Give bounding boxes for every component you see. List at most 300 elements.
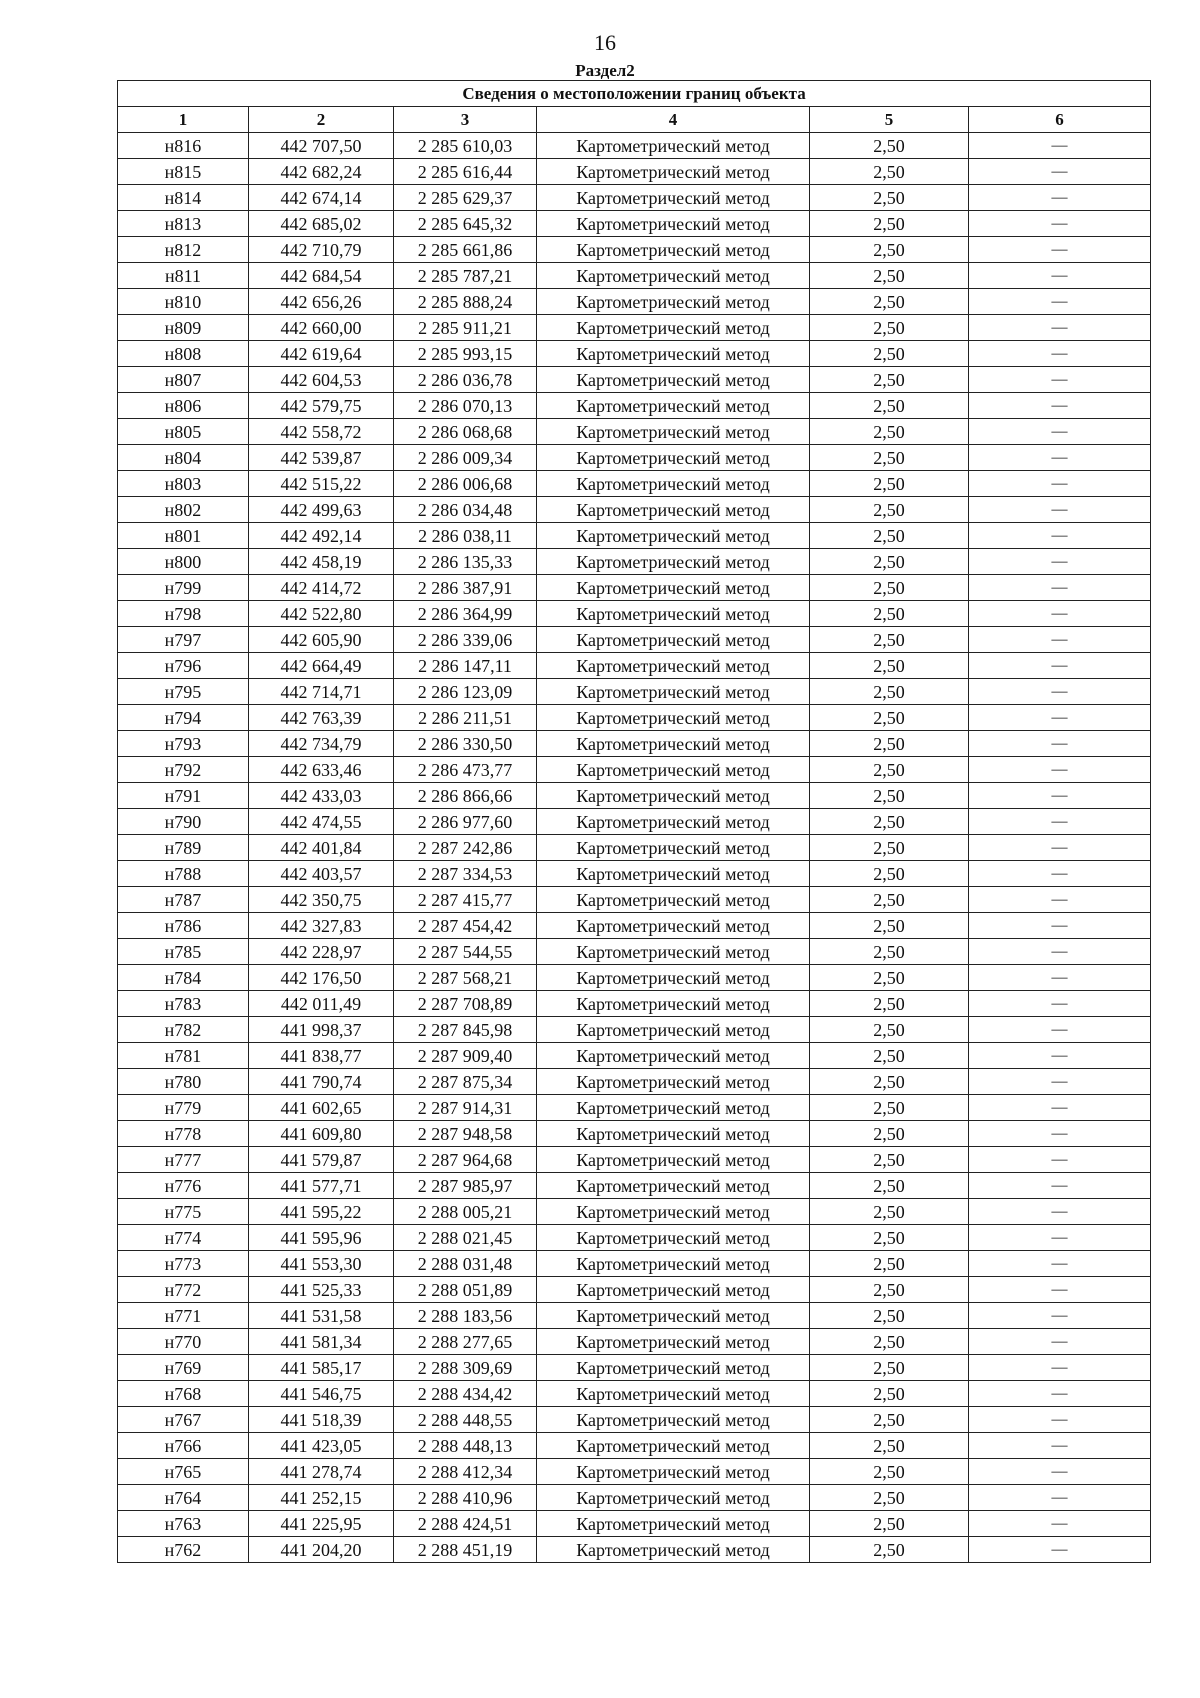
table-row [118,1537,1151,1563]
note-cell: — [969,237,1151,263]
note-cell: — [969,1407,1151,1433]
note-cell: — [969,1381,1151,1407]
table-row [118,263,1151,289]
y-coordinate-cell: 2 288 410,96 [394,1485,537,1511]
y-coordinate-cell: 2 286 473,77 [394,757,537,783]
accuracy-cell: 2,50 [810,289,969,315]
table-row [118,887,1151,913]
x-coordinate-cell: 442 660,00 [249,315,394,341]
point-id-cell: н789 [118,835,249,861]
x-coordinate-cell: 442 011,49 [249,991,394,1017]
point-id-cell: н800 [118,549,249,575]
accuracy-cell: 2,50 [810,497,969,523]
table-row [118,315,1151,341]
method-cell: Картометрический метод [537,419,810,445]
method-cell: Картометрический метод [537,1069,810,1095]
y-coordinate-cell: 2 287 914,31 [394,1095,537,1121]
method-cell: Картометрический метод [537,1355,810,1381]
point-id-cell: н801 [118,523,249,549]
point-id-cell: н788 [118,861,249,887]
accuracy-cell: 2,50 [810,575,969,601]
point-id-cell: н804 [118,445,249,471]
point-id-cell: н762 [118,1537,249,1563]
y-coordinate-cell: 2 286 211,51 [394,705,537,731]
note-cell: — [969,523,1151,549]
x-coordinate-cell: 442 403,57 [249,861,394,887]
note-cell: — [969,1225,1151,1251]
point-id-cell: н768 [118,1381,249,1407]
y-coordinate-cell: 2 285 787,21 [394,263,537,289]
table-row [118,549,1151,575]
accuracy-cell: 2,50 [810,211,969,237]
table-row [118,367,1151,393]
note-cell: — [969,757,1151,783]
x-coordinate-cell: 441 998,37 [249,1017,394,1043]
y-coordinate-cell: 2 287 242,86 [394,835,537,861]
point-id-cell: н810 [118,289,249,315]
accuracy-cell: 2,50 [810,315,969,341]
accuracy-cell: 2,50 [810,887,969,913]
accuracy-cell: 2,50 [810,1537,969,1563]
table-row [118,1511,1151,1537]
table-row [118,601,1151,627]
accuracy-cell: 2,50 [810,1355,969,1381]
table-row [118,757,1151,783]
column-header-6: 6 [969,107,1151,133]
table-row [118,1355,1151,1381]
table-row [118,393,1151,419]
x-coordinate-cell: 441 577,71 [249,1173,394,1199]
accuracy-cell: 2,50 [810,1277,969,1303]
y-coordinate-cell: 2 287 708,89 [394,991,537,1017]
x-coordinate-cell: 441 790,74 [249,1069,394,1095]
y-coordinate-cell: 2 286 147,11 [394,653,537,679]
note-cell: — [969,341,1151,367]
accuracy-cell: 2,50 [810,1329,969,1355]
method-cell: Картометрический метод [537,1043,810,1069]
table-row [118,1329,1151,1355]
x-coordinate-cell: 441 581,34 [249,1329,394,1355]
point-id-cell: н783 [118,991,249,1017]
accuracy-cell: 2,50 [810,1017,969,1043]
method-cell: Картометрический метод [537,1251,810,1277]
table-row [118,237,1151,263]
point-id-cell: н767 [118,1407,249,1433]
accuracy-cell: 2,50 [810,1043,969,1069]
note-cell: — [969,367,1151,393]
y-coordinate-cell: 2 285 645,32 [394,211,537,237]
x-coordinate-cell: 442 664,49 [249,653,394,679]
note-cell: — [969,1173,1151,1199]
note-cell: — [969,731,1151,757]
note-cell: — [969,861,1151,887]
accuracy-cell: 2,50 [810,1225,969,1251]
accuracy-cell: 2,50 [810,939,969,965]
table-row [118,1381,1151,1407]
table-row [118,1043,1151,1069]
y-coordinate-cell: 2 288 005,21 [394,1199,537,1225]
note-cell: — [969,1277,1151,1303]
point-id-cell: н775 [118,1199,249,1225]
section-title: Раздел2 [575,61,635,80]
table-row [118,705,1151,731]
x-coordinate-cell: 442 176,50 [249,965,394,991]
accuracy-cell: 2,50 [810,653,969,679]
note-cell: — [969,575,1151,601]
point-id-cell: н790 [118,809,249,835]
table-row [118,835,1151,861]
x-coordinate-cell: 442 539,87 [249,445,394,471]
note-cell: — [969,1199,1151,1225]
method-cell: Картометрический метод [537,601,810,627]
y-coordinate-cell: 2 285 661,86 [394,237,537,263]
note-cell: — [969,1329,1151,1355]
column-header-5: 5 [810,107,969,133]
y-coordinate-cell: 2 287 964,68 [394,1147,537,1173]
accuracy-cell: 2,50 [810,861,969,887]
point-id-cell: н773 [118,1251,249,1277]
x-coordinate-cell: 442 350,75 [249,887,394,913]
note-cell: — [969,1303,1151,1329]
note-cell: — [969,549,1151,575]
point-id-cell: н802 [118,497,249,523]
x-coordinate-cell: 441 423,05 [249,1433,394,1459]
table-row [118,653,1151,679]
point-id-cell: н814 [118,185,249,211]
table-row [118,861,1151,887]
note-cell: — [969,1537,1151,1563]
y-coordinate-cell: 2 288 309,69 [394,1355,537,1381]
y-coordinate-cell: 2 286 009,34 [394,445,537,471]
x-coordinate-cell: 442 433,03 [249,783,394,809]
table-row [118,471,1151,497]
accuracy-cell: 2,50 [810,445,969,471]
method-cell: Картометрический метод [537,1095,810,1121]
x-coordinate-cell: 442 619,64 [249,341,394,367]
table-row [118,211,1151,237]
accuracy-cell: 2,50 [810,1095,969,1121]
method-cell: Картометрический метод [537,445,810,471]
method-cell: Картометрический метод [537,1537,810,1563]
note-cell: — [969,1017,1151,1043]
note-cell: — [969,159,1151,185]
accuracy-cell: 2,50 [810,1303,969,1329]
note-cell: — [969,211,1151,237]
method-cell: Картометрический метод [537,497,810,523]
point-id-cell: н771 [118,1303,249,1329]
method-cell: Картометрический метод [537,1485,810,1511]
note-cell: — [969,965,1151,991]
note-cell: — [969,1121,1151,1147]
table-row [118,1121,1151,1147]
note-cell: — [969,497,1151,523]
x-coordinate-cell: 441 204,20 [249,1537,394,1563]
table-row [118,1199,1151,1225]
accuracy-cell: 2,50 [810,1251,969,1277]
x-coordinate-cell: 442 579,75 [249,393,394,419]
point-id-cell: н798 [118,601,249,627]
accuracy-cell: 2,50 [810,965,969,991]
point-id-cell: н805 [118,419,249,445]
point-id-cell: н772 [118,1277,249,1303]
method-cell: Картометрический метод [537,757,810,783]
table-row [118,627,1151,653]
x-coordinate-cell: 441 595,22 [249,1199,394,1225]
method-cell: Картометрический метод [537,1329,810,1355]
note-cell: — [969,601,1151,627]
accuracy-cell: 2,50 [810,367,969,393]
point-id-cell: н812 [118,237,249,263]
note-cell: — [969,939,1151,965]
method-cell: Картометрический метод [537,627,810,653]
method-cell: Картометрический метод [537,783,810,809]
x-coordinate-cell: 441 609,80 [249,1121,394,1147]
table-row [118,1251,1151,1277]
point-id-cell: н799 [118,575,249,601]
y-coordinate-cell: 2 286 364,99 [394,601,537,627]
point-id-cell: н793 [118,731,249,757]
note-cell: — [969,913,1151,939]
accuracy-cell: 2,50 [810,757,969,783]
method-cell: Картометрический метод [537,835,810,861]
method-cell: Картометрический метод [537,653,810,679]
accuracy-cell: 2,50 [810,1381,969,1407]
note-cell: — [969,393,1151,419]
x-coordinate-cell: 441 252,15 [249,1485,394,1511]
note-cell: — [969,471,1151,497]
accuracy-cell: 2,50 [810,159,969,185]
y-coordinate-cell: 2 286 036,78 [394,367,537,393]
method-cell: Картометрический метод [537,1433,810,1459]
accuracy-cell: 2,50 [810,679,969,705]
accuracy-cell: 2,50 [810,1069,969,1095]
y-coordinate-cell: 2 286 034,48 [394,497,537,523]
x-coordinate-cell: 442 515,22 [249,471,394,497]
note-cell: — [969,289,1151,315]
note-cell: — [969,1459,1151,1485]
note-cell: — [969,1043,1151,1069]
page-number: 16 [594,30,616,55]
point-id-cell: н766 [118,1433,249,1459]
note-cell: — [969,653,1151,679]
y-coordinate-cell: 2 287 544,55 [394,939,537,965]
y-coordinate-cell: 2 286 070,13 [394,393,537,419]
table-row [118,1017,1151,1043]
accuracy-cell: 2,50 [810,263,969,289]
y-coordinate-cell: 2 288 031,48 [394,1251,537,1277]
accuracy-cell: 2,50 [810,809,969,835]
method-cell: Картометрический метод [537,913,810,939]
point-id-cell: н777 [118,1147,249,1173]
method-cell: Картометрический метод [537,367,810,393]
method-cell: Картометрический метод [537,263,810,289]
method-cell: Картометрический метод [537,1511,810,1537]
accuracy-cell: 2,50 [810,549,969,575]
point-id-cell: н765 [118,1459,249,1485]
method-cell: Картометрический метод [537,1459,810,1485]
y-coordinate-cell: 2 287 334,53 [394,861,537,887]
x-coordinate-cell: 442 682,24 [249,159,394,185]
y-coordinate-cell: 2 285 616,44 [394,159,537,185]
point-id-cell: н806 [118,393,249,419]
point-id-cell: н809 [118,315,249,341]
y-coordinate-cell: 2 287 845,98 [394,1017,537,1043]
y-coordinate-cell: 2 287 875,34 [394,1069,537,1095]
note-cell: — [969,1355,1151,1381]
table-row [118,1277,1151,1303]
point-id-cell: н815 [118,159,249,185]
y-coordinate-cell: 2 288 448,55 [394,1407,537,1433]
accuracy-cell: 2,50 [810,237,969,263]
accuracy-cell: 2,50 [810,601,969,627]
method-cell: Картометрический метод [537,1381,810,1407]
point-id-cell: н764 [118,1485,249,1511]
y-coordinate-cell: 2 285 888,24 [394,289,537,315]
x-coordinate-cell: 442 228,97 [249,939,394,965]
note-cell: — [969,445,1151,471]
accuracy-cell: 2,50 [810,731,969,757]
method-cell: Картометрический метод [537,1199,810,1225]
accuracy-cell: 2,50 [810,1407,969,1433]
x-coordinate-cell: 442 522,80 [249,601,394,627]
table-row [118,679,1151,705]
x-coordinate-cell: 442 492,14 [249,523,394,549]
y-coordinate-cell: 2 286 387,91 [394,575,537,601]
y-coordinate-cell: 2 288 183,56 [394,1303,537,1329]
accuracy-cell: 2,50 [810,627,969,653]
table-row [118,1225,1151,1251]
y-coordinate-cell: 2 287 415,77 [394,887,537,913]
table-row [118,783,1151,809]
column-header-1: 1 [118,107,249,133]
y-coordinate-cell: 2 287 568,21 [394,965,537,991]
table-row [118,1433,1151,1459]
method-cell: Картометрический метод [537,133,810,159]
accuracy-cell: 2,50 [810,185,969,211]
point-id-cell: н785 [118,939,249,965]
x-coordinate-cell: 441 553,30 [249,1251,394,1277]
table-row [118,1069,1151,1095]
note-cell: — [969,1251,1151,1277]
table-row [118,1303,1151,1329]
point-id-cell: н816 [118,133,249,159]
x-coordinate-cell: 441 518,39 [249,1407,394,1433]
method-cell: Картометрический метод [537,861,810,887]
table-row [118,523,1151,549]
accuracy-cell: 2,50 [810,1511,969,1537]
accuracy-cell: 2,50 [810,835,969,861]
y-coordinate-cell: 2 285 610,03 [394,133,537,159]
method-cell: Картометрический метод [537,315,810,341]
method-cell: Картометрический метод [537,1277,810,1303]
method-cell: Картометрический метод [537,887,810,913]
table-row [118,939,1151,965]
accuracy-cell: 2,50 [810,913,969,939]
y-coordinate-cell: 2 286 038,11 [394,523,537,549]
x-coordinate-cell: 441 602,65 [249,1095,394,1121]
point-id-cell: н781 [118,1043,249,1069]
x-coordinate-cell: 442 633,46 [249,757,394,783]
note-cell: — [969,1095,1151,1121]
accuracy-cell: 2,50 [810,471,969,497]
accuracy-cell: 2,50 [810,1199,969,1225]
y-coordinate-cell: 2 286 977,60 [394,809,537,835]
table-row [118,1095,1151,1121]
accuracy-cell: 2,50 [810,419,969,445]
method-cell: Картометрический метод [537,1121,810,1147]
point-id-cell: н769 [118,1355,249,1381]
method-cell: Картометрический метод [537,185,810,211]
method-cell: Картометрический метод [537,393,810,419]
boundary-coordinates-table [117,80,1151,1563]
x-coordinate-cell: 442 674,14 [249,185,394,211]
note-cell: — [969,1433,1151,1459]
x-coordinate-cell: 442 558,72 [249,419,394,445]
accuracy-cell: 2,50 [810,393,969,419]
accuracy-cell: 2,50 [810,1147,969,1173]
x-coordinate-cell: 442 763,39 [249,705,394,731]
table-row [118,991,1151,1017]
point-id-cell: н780 [118,1069,249,1095]
method-cell: Картометрический метод [537,1017,810,1043]
point-id-cell: н813 [118,211,249,237]
y-coordinate-cell: 2 286 339,06 [394,627,537,653]
accuracy-cell: 2,50 [810,523,969,549]
method-cell: Картометрический метод [537,1303,810,1329]
y-coordinate-cell: 2 285 629,37 [394,185,537,211]
x-coordinate-cell: 442 327,83 [249,913,394,939]
point-id-cell: н770 [118,1329,249,1355]
x-coordinate-cell: 442 605,90 [249,627,394,653]
x-coordinate-cell: 441 838,77 [249,1043,394,1069]
point-id-cell: н792 [118,757,249,783]
note-cell: — [969,419,1151,445]
y-coordinate-cell: 2 288 448,13 [394,1433,537,1459]
y-coordinate-cell: 2 288 021,45 [394,1225,537,1251]
x-coordinate-cell: 442 684,54 [249,263,394,289]
point-id-cell: н774 [118,1225,249,1251]
point-id-cell: н784 [118,965,249,991]
x-coordinate-cell: 442 414,72 [249,575,394,601]
x-coordinate-cell: 442 458,19 [249,549,394,575]
x-coordinate-cell: 441 546,75 [249,1381,394,1407]
method-cell: Картометрический метод [537,679,810,705]
y-coordinate-cell: 2 286 330,50 [394,731,537,757]
table-row [118,341,1151,367]
x-coordinate-cell: 441 595,96 [249,1225,394,1251]
method-cell: Картометрический метод [537,523,810,549]
note-cell: — [969,809,1151,835]
method-cell: Картометрический метод [537,159,810,185]
note-cell: — [969,991,1151,1017]
point-id-cell: н808 [118,341,249,367]
y-coordinate-cell: 2 288 051,89 [394,1277,537,1303]
method-cell: Картометрический метод [537,471,810,497]
method-cell: Картометрический метод [537,1225,810,1251]
method-cell: Картометрический метод [537,965,810,991]
note-cell: — [969,185,1151,211]
method-cell: Картометрический метод [537,1147,810,1173]
x-coordinate-cell: 442 710,79 [249,237,394,263]
table-row [118,185,1151,211]
x-coordinate-cell: 441 278,74 [249,1459,394,1485]
accuracy-cell: 2,50 [810,1459,969,1485]
note-cell: — [969,1485,1151,1511]
x-coordinate-cell: 441 531,58 [249,1303,394,1329]
method-cell: Картометрический метод [537,731,810,757]
table-row [118,445,1151,471]
y-coordinate-cell: 2 286 135,33 [394,549,537,575]
